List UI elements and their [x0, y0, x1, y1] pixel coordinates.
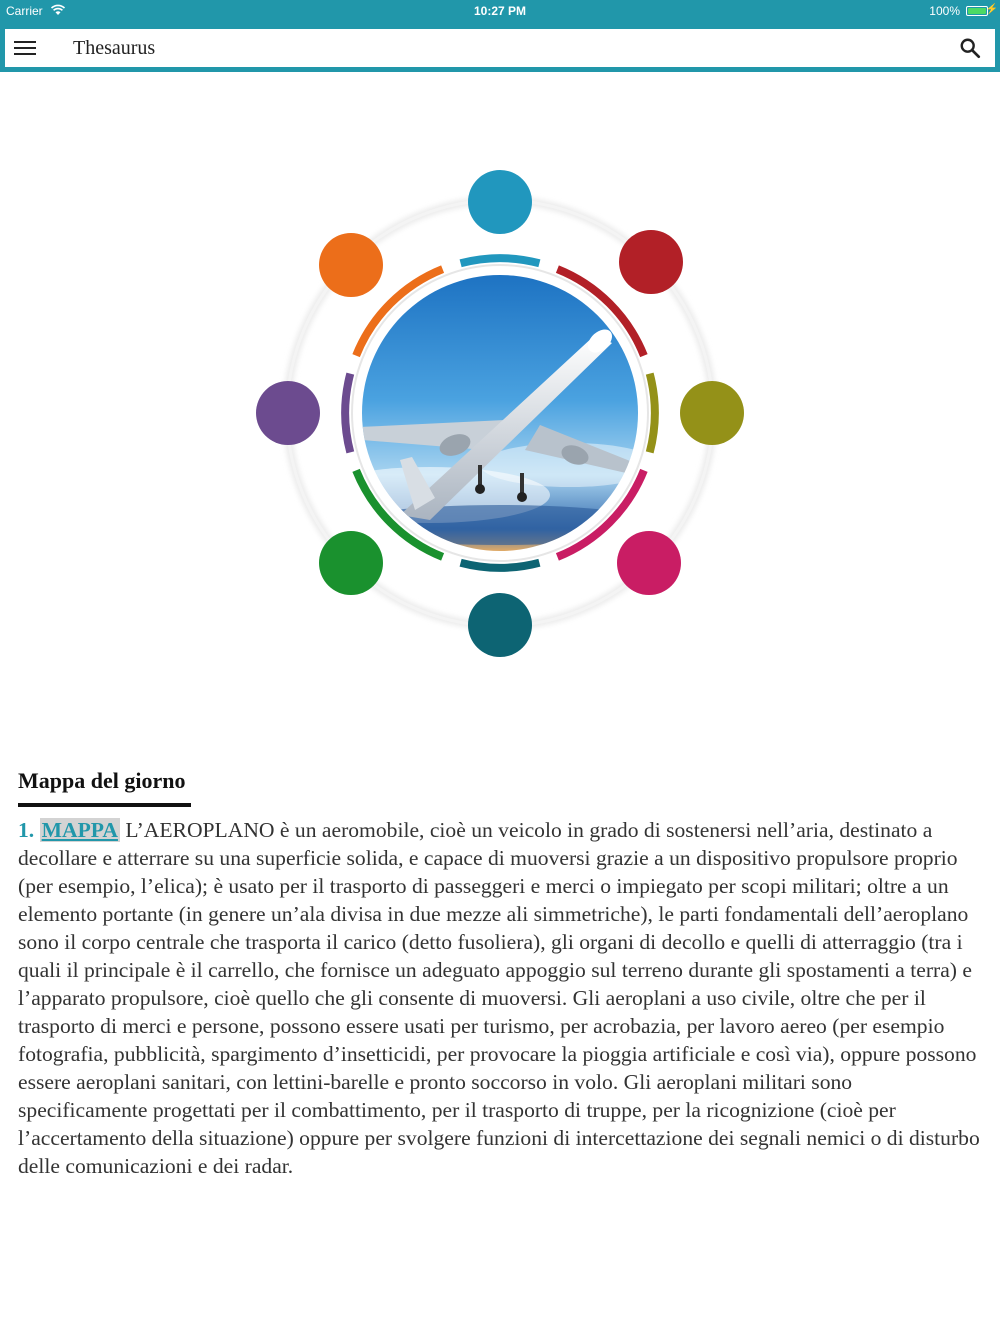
map-node-bottom[interactable] — [468, 593, 532, 657]
carrier-label: Carrier — [6, 4, 43, 18]
map-node-top-left[interactable] — [319, 233, 383, 297]
map-node-left[interactable] — [256, 381, 320, 445]
entry-number: 1. — [18, 818, 35, 842]
map-node-bottom-right[interactable] — [617, 531, 681, 595]
section-heading: Mappa del giorno — [18, 768, 186, 793]
article-body: L’AEROPLANO è un aeromobile, cioè un veicolo in grado di sostenersi nell’aria, destinato a decollare e atterrare su una superficie solida, e capace di muoversi grazie a un dispositivo propulsore proprio (per esempio, l’elica); è usato per il trasporto di passeggeri e merci o impiegato per scopi militari; oltre a un elemento portante (in genere un’ala divisa in due mezze ali simmetriche), le parti fondamentali dell’aeroplano sono il corpo centrale che trasporta il carico (detto fusoliera), gli organi di decollo e quelli di atterraggio (tra i quali il principale è il carrello, che fornisce un adeguato appoggio sul terreno durante gli spostamenti a terra) e l’apparato propulsore, cioè quello che gli consente di muoversi. Gli aeroplani a uso civile, oltre che per il trasporto di merci e persone, possono essere usati per turismo, per acrobazia, per lavoro aereo (per esempio fotografia, pubblicità, spargimento d’insetticidi, per provocare la pioggia artificiale e così via), oppure possono essere aeroplani sanitari, con lettini-barelle e pronto soccorso in volo. Gli aeroplani militari sono specificamente progettati per il combattimento, per il trasporto di truppe, per la ricognizione (cioè per l’accertamento della situazione) oppure per svolgere funzioni di intercettazione dei segnali nemici o di disturbo delle comunicazioni e dei radar. — [18, 818, 980, 1178]
mappa-tag-link[interactable]: MAPPA — [41, 818, 118, 842]
page-title: Thesaurus — [73, 37, 156, 59]
status-bar — [0, 0, 1000, 24]
map-node-top-right[interactable] — [619, 230, 683, 294]
navigation-bar-inner — [5, 29, 995, 67]
charging-bolt-icon: ⚡ — [985, 4, 998, 15]
map-node-top[interactable] — [468, 170, 532, 234]
heading-underline — [18, 803, 191, 807]
battery-percent: 100% — [929, 4, 960, 18]
map-node-right[interactable] — [680, 381, 744, 445]
hamburger-menu-icon[interactable] — [14, 38, 36, 58]
clock: 10:27 PM — [473, 4, 527, 18]
article-text — [18, 816, 986, 1180]
map-node-bottom-left[interactable] — [319, 531, 383, 595]
concept-map — [250, 165, 750, 665]
navigation-bar — [0, 24, 1000, 72]
search-icon[interactable] — [959, 37, 981, 59]
